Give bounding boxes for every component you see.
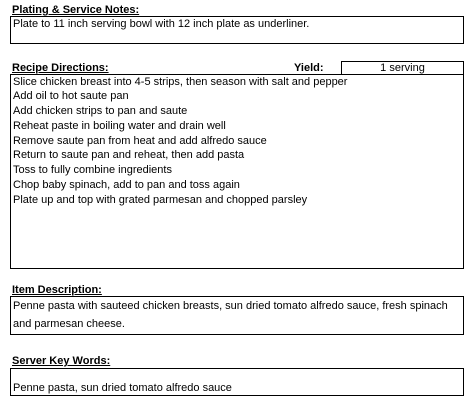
plating-notes-text: Plate to 11 inch serving bowl with 12 inch plate as underliner. — [13, 18, 310, 30]
recipe-step: Reheat paste in boiling water and drain well — [13, 120, 226, 132]
server-key-words-text: Penne pasta, sun dried tomato alfredo sauce — [13, 382, 232, 394]
recipe-step: Add chicken strips to pan and saute — [13, 105, 188, 117]
item-description-text: Penne pasta with sauteed chicken breasts, sun dried tomato alfredo sauce, fresh spinach and parmesan cheese. — [13, 300, 448, 330]
plating-notes-box — [10, 16, 464, 44]
plating-notes-label: Plating & Service Notes: — [12, 4, 140, 16]
recipe-step: Toss to fully combine ingredients — [13, 164, 172, 176]
yield-label: Yield: — [294, 62, 324, 74]
recipe-step: Remove saute pan from heat and add alfredo sauce — [13, 135, 267, 147]
recipe-step: Add oil to hot saute pan — [13, 90, 129, 102]
yield-box — [341, 61, 464, 75]
recipe-step: Return to saute pan and reheat, then add pasta — [13, 149, 245, 161]
yield-value: 1 serving — [380, 62, 425, 74]
recipe-step: Plate up and top with grated parmesan and chopped parsley — [13, 194, 308, 206]
item-description-label: Item Description: — [12, 284, 102, 296]
server-key-words-box — [10, 368, 464, 396]
item-description-box — [10, 296, 464, 335]
recipe-step: Chop baby spinach, add to pan and toss again — [13, 179, 240, 191]
recipe-directions-label: Recipe Directions: — [12, 62, 109, 74]
server-key-words-label: Server Key Words: — [12, 355, 111, 367]
recipe-step: Slice chicken breast into 4-5 strips, then season with salt and pepper — [13, 76, 348, 88]
recipe-directions-box — [10, 74, 464, 269]
